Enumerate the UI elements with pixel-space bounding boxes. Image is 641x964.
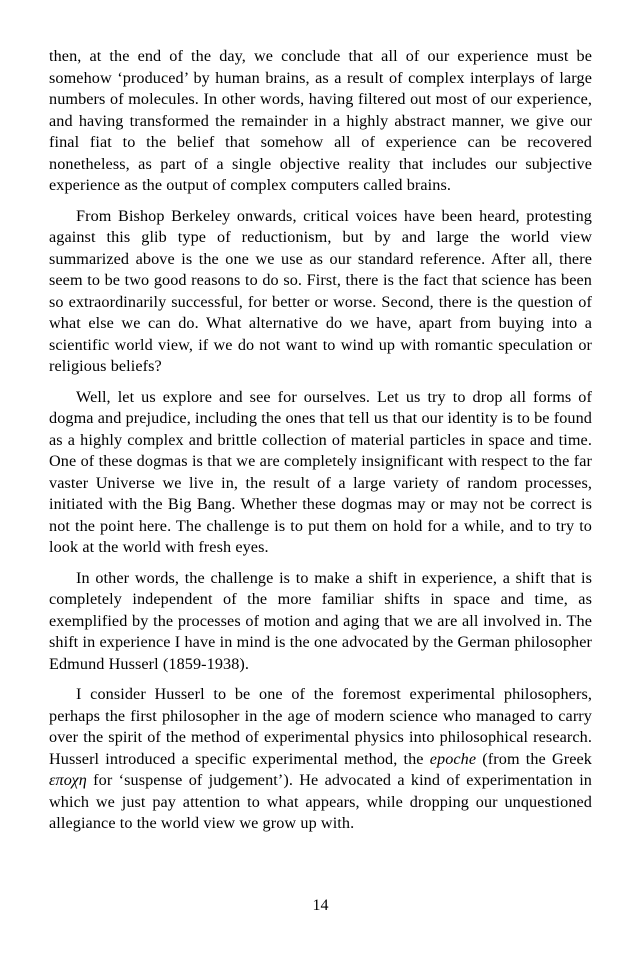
page-text-block (49, 46, 592, 844)
page-number: 14 (312, 897, 329, 914)
paragraph-5 (49, 684, 592, 835)
paragraph-1: then, at the end of the day, we conclude that all of our experience must be somehow ‘produced’ by human brains, as a result of complex interplays of large numbers of molecules. In other words, having filtered out most of our experience, and having transformed the remainder in a highly abstract manner, we give our final fiat to the belief that somehow all of experience can be recovered nonetheless, as part of a single objective reality that includes our subjective experience as the output of complex computers called brains. (49, 47, 592, 194)
epoche-term: epoche (429, 749, 477, 768)
paragraph-5-text-c: for ‘suspense of judgement’). He advocated a kind of experimentation in which we just pay attention to what appears, while dropping our unquestioned allegiance to the world view we grow up with. (49, 771, 592, 832)
paragraph-5-text-b: (from the Greek (476, 749, 592, 768)
paragraph-3: Well, let us explore and see for ourselves. Let us try to drop all forms of dogma and prejudice, including the ones that tell us that our identity is to be found as a highly complex and brittle collection of material particles in space and time. One of these dogmas is that we are completely insignificant with respect to the far vaster Universe we live in, the result of a large variety of random processes, initiated with the Big Bang. Whether these dogmas may or may not be correct is not the point here. The challenge is to put them on hold for a while, and to try to look at the world with fresh eyes. (49, 387, 592, 556)
paragraph-4: In other words, the challenge is to make a shift in experience, a shift that is completely independent of the more familiar shifts in space and time, as exemplified by the processes of motion and aging that we are all involved in. The shift in experience I have in mind is the one advocated by the German philosopher Edmund Husserl (1859-1938). (49, 568, 592, 673)
greek-epoche-term: εποχη (49, 771, 87, 789)
paragraph-5-text-a: I consider Husserl to be one of the foremost experimental philosophers, perhaps the first philosopher in the age of modern science who managed to carry over the spirit of the method of experimental physics into philosophical research. Husserl introduced a specific experimental method, the (49, 685, 592, 768)
paragraph-2: From Bishop Berkeley onwards, critical voices have been heard, protesting against this glib type of reductionism, but by and large the world view summarized above is the one we use as our standard reference. After all, there seem to be two good reasons to do so. First, there is the fact that science has been so extraordinarily successful, for better or worse. Second, there is the question of what else we can do. What alternative do we have, apart from buying into a scientific world view, if we do not want to wind up with romantic speculation or religious beliefs? (49, 206, 592, 375)
